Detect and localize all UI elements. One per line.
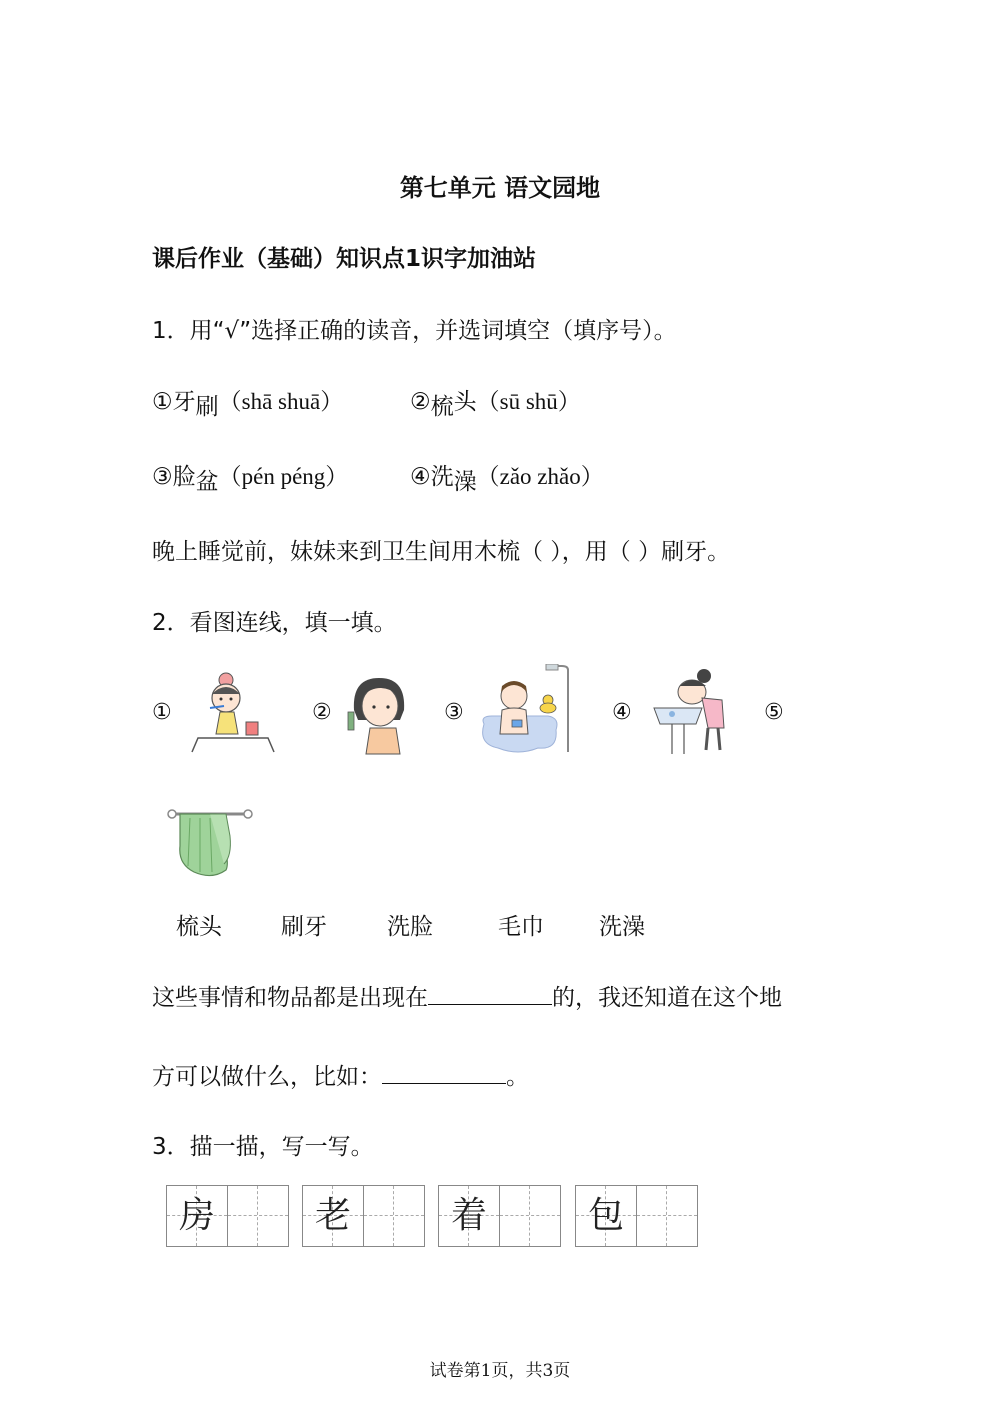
model-char: 房 (178, 1195, 215, 1236)
writing-grid-3 (438, 1185, 561, 1247)
showering-illustration (478, 664, 576, 754)
practice-cell[interactable] (499, 1185, 561, 1247)
q1-item-4 (410, 458, 604, 495)
practice-cell[interactable] (363, 1185, 425, 1247)
item-char-marked: 盆 (195, 469, 219, 495)
pic-number-4: ④ (612, 700, 632, 725)
item-char-marked: 澡 (453, 469, 477, 495)
pic-number-3: ③ (444, 700, 464, 725)
model-char: 着 (450, 1195, 487, 1236)
word-5: 洗澡 (599, 914, 645, 940)
word-1: 梳头 (176, 914, 222, 940)
page-footer: 试卷第1页，共3页 (429, 1361, 571, 1381)
model-char: 老 (314, 1195, 351, 1236)
q2-fill-line-1 (152, 979, 782, 1012)
word-4: 毛巾 (498, 914, 544, 940)
q1-item-2 (410, 383, 581, 420)
practice-cell[interactable] (636, 1185, 698, 1247)
brushing-teeth-illustration (186, 668, 278, 758)
page-title: 第七单元 语文园地 (399, 174, 601, 202)
item-char-marked: 梳 (430, 394, 454, 420)
section-subtitle: 课后作业（基础）知识点1识字加油站 (152, 246, 537, 272)
writing-grid-1 (166, 1185, 289, 1247)
item-char: 脸 (172, 464, 196, 490)
model-char-cell (575, 1185, 637, 1247)
writing-grid-2 (302, 1185, 425, 1247)
item-pinyin: （zǎo zhǎo） (476, 464, 604, 489)
item-char: 头 (453, 389, 477, 415)
item-number: ④ (410, 464, 431, 490)
q1-sentence: 晚上睡觉前，妹妹来到卫生间用木梳（ ），用（ ）刷牙。 (152, 539, 731, 565)
model-char-cell (166, 1185, 228, 1247)
item-char: 牙 (172, 389, 196, 415)
item-char: 洗 (430, 464, 454, 490)
item-number: ③ (152, 464, 173, 490)
fill-text: 这些事情和物品都是出现在 (152, 985, 428, 1011)
model-char: 包 (587, 1195, 624, 1236)
q2-prompt: 2．看图连线，填一填。 (152, 610, 397, 636)
fill-text: 的，我还知道在这个地 (552, 985, 782, 1011)
model-char-cell (438, 1185, 500, 1247)
q1-item-1 (152, 383, 344, 420)
item-number: ① (152, 389, 173, 415)
practice-cell[interactable] (227, 1185, 289, 1247)
item-char-marked: 刷 (195, 394, 219, 420)
fill-text: 方可以做什么，比如： (152, 1064, 382, 1090)
fill-text: 。 (506, 1064, 529, 1090)
combing-hair-illustration (344, 670, 414, 756)
item-pinyin: （pén péng） (218, 464, 349, 489)
washing-face-illustration (646, 664, 734, 756)
writing-grid-4 (575, 1185, 698, 1247)
item-pinyin: （shā shuā） (218, 389, 344, 414)
word-2: 刷牙 (281, 914, 327, 940)
item-number: ② (410, 389, 431, 415)
model-char-cell (302, 1185, 364, 1247)
q1-prompt: 1．用“√”选择正确的读音，并选词填空（填序号）。 (152, 318, 677, 344)
pic-number-2: ② (312, 700, 332, 725)
item-pinyin: （sū shū） (476, 389, 581, 414)
q1-item-3 (152, 458, 349, 495)
q3-prompt: 3．描一描，写一写。 (152, 1134, 374, 1160)
q2-fill-line-2 (152, 1058, 529, 1091)
towel-illustration (164, 806, 256, 880)
word-3: 洗脸 (387, 914, 433, 940)
answer-blank-1[interactable] (428, 982, 552, 1005)
answer-blank-2[interactable] (382, 1061, 506, 1084)
pic-number-1: ① (152, 700, 172, 725)
pic-number-5: ⑤ (764, 700, 784, 725)
